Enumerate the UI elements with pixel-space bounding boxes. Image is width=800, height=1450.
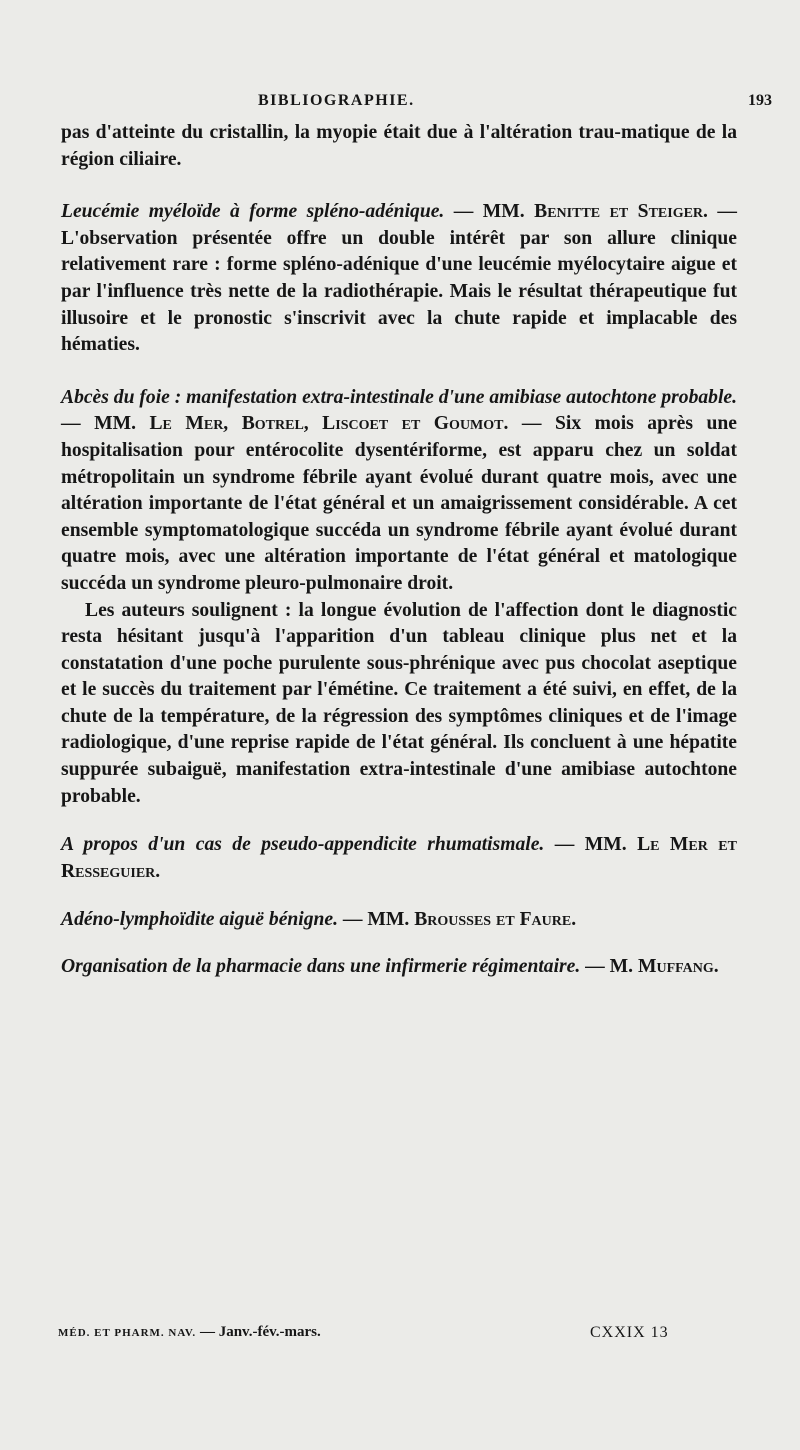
article-text: — L'observation présentée offre un double intérêt par son allure clinique relativement rare : forme spléno-adénique d'une leucémie myélocytaire aigue et par l'influence très nette de la radiothérapie. Mais le résultat thérapeutique fut illusoire et le pronostic s'inscrivit avec la chute rapide et implacable des hématies. bbox=[61, 201, 737, 356]
authors-separator: — MM. bbox=[444, 201, 535, 223]
article-authors: Brousses et Faure. bbox=[414, 909, 577, 931]
issue-months: — Janv.-fév.-mars. bbox=[196, 1324, 321, 1340]
authors-separator: — M. bbox=[580, 956, 638, 978]
journal-abbrev: MÉD. ET PHARM. NAV. bbox=[58, 1327, 197, 1339]
page-number: 193 bbox=[748, 92, 772, 109]
article-pharmacie bbox=[61, 954, 737, 981]
signature-mark: CXXIX 13 bbox=[590, 1324, 669, 1341]
authors-separator: — MM. bbox=[61, 413, 150, 435]
article-authors: Benitte et Steiger. bbox=[534, 201, 708, 223]
article-authors: Le Mer, Botrel, Liscoet et Goumot. bbox=[149, 413, 509, 435]
article-title: Organisation de la pharmacie dans une infirmerie régimentaire. bbox=[61, 956, 581, 978]
article-leucemie bbox=[61, 199, 737, 359]
article-title: Adéno-lymphoïdite aiguë bénigne. bbox=[61, 909, 339, 931]
authors-separator: — MM. bbox=[544, 834, 638, 856]
article-title: Leucémie myéloïde à forme spléno-adénique. bbox=[61, 201, 445, 223]
paragraph-continuation: pas d'atteinte du cristallin, la myopie était due à l'altération trau-matique de la région ciliaire. bbox=[61, 122, 737, 170]
running-title: BIBLIOGRAPHIE. bbox=[258, 92, 415, 109]
body-text bbox=[61, 120, 737, 981]
journal-citation bbox=[58, 1324, 321, 1341]
article-title: A propos d'un cas de pseudo-appendicite rhumatismale. bbox=[61, 834, 545, 856]
article-title: Abcès du foie : manifestation extra-intestinale d'une amibiase autochtone probable. bbox=[61, 386, 737, 408]
article-authors: Le Mer et Resseguier. bbox=[61, 834, 737, 882]
running-head bbox=[0, 92, 800, 116]
article-abces-conclusion: Les auteurs soulignent : la longue évolution de l'affection dont le diagnostic resta hésitant jusqu'à l'apparition d'un tableau clinique plus net et la constatation d'une poche purulente sous-phrénique avec pus chocolat aseptique et le succès du traitement par l'émétine. Ce traitement a été suivi, en effet, de la chute de la température, de la régression des symptômes cliniques et de l'image radiologique, d'une reprise rapide de l'état général. Ils concluent à une hépatite suppurée subaiguë, manifestation extra-intestinale d'une amibiase autochtone probable. bbox=[61, 599, 737, 807]
article-authors: Muffang. bbox=[637, 956, 719, 978]
article-abces-du-foie bbox=[61, 385, 737, 598]
article-pseudo-appendicite bbox=[61, 832, 737, 885]
authors-separator: — MM. bbox=[338, 909, 415, 931]
article-text: — Six mois après une hospitalisation pour entérocolite dysentériforme, est apparu chez un soldat métropolitain un syndrome fébrile ayant évolué durant quatre mois, avec une altération importante de l'état général et un amaigrissement considérable. A cet ensemble symptomatologique succéda un syndrome fébrile ayant évolué durant quatre mois, avec une altération importante de l'état général et matologique succéda un syndrome pleuro-pulmonaire droit. bbox=[61, 413, 737, 594]
page-footer bbox=[0, 1324, 800, 1348]
article-adeno-lymphoidite bbox=[61, 907, 737, 934]
